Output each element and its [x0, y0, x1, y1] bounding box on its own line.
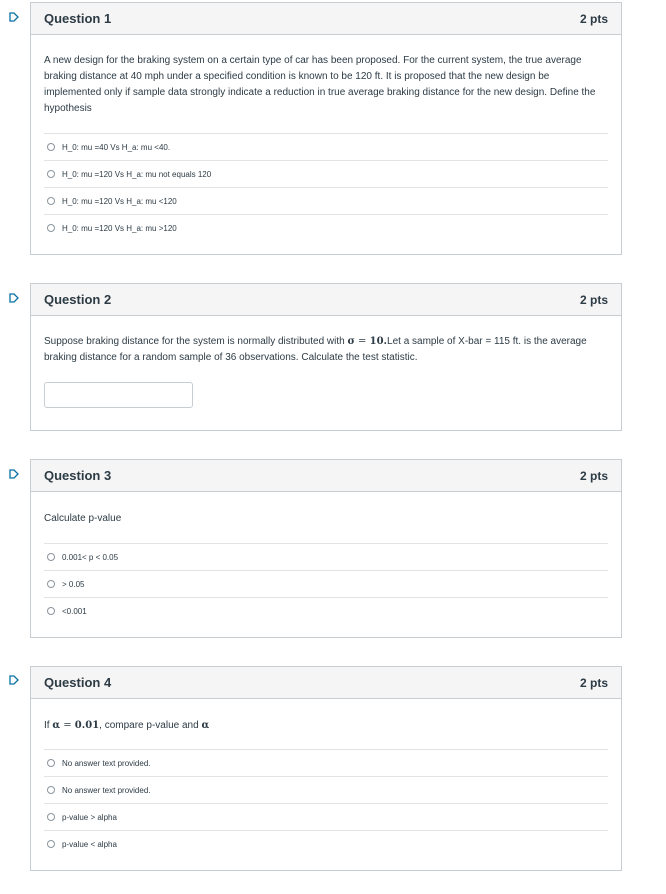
question-text — [44, 699, 608, 734]
question-header — [31, 284, 621, 316]
radio-button[interactable] — [47, 197, 55, 205]
alpha-symbol: α — [52, 720, 61, 731]
question-title: Question 3 — [44, 468, 112, 483]
answer-label: p-value > alpha — [62, 812, 117, 822]
answer-option[interactable] — [44, 187, 608, 214]
answer-option[interactable] — [44, 543, 608, 570]
question-header — [31, 460, 621, 492]
answer-label: H_0: mu =40 Vs H_a: mu <40. — [62, 142, 171, 152]
answer-list — [44, 133, 608, 241]
flag-question-icon[interactable] — [9, 293, 19, 303]
radio-button[interactable] — [47, 840, 55, 848]
answer-option[interactable] — [44, 803, 608, 830]
answer-label: 0.001< p < 0.05 — [62, 552, 119, 562]
answer-label: <0.001 — [62, 606, 87, 616]
answer-option[interactable] — [44, 776, 608, 803]
radio-button[interactable] — [47, 813, 55, 821]
alpha-value: 0.01 — [74, 720, 100, 731]
question-card — [30, 666, 622, 871]
question-points: 2 pts — [579, 675, 608, 690]
question-text-part: , compare p-value and — [99, 720, 202, 731]
question-header — [31, 3, 621, 35]
equals-sign: = — [354, 336, 370, 347]
answer-label: No answer text provided. — [62, 785, 151, 795]
answer-option[interactable] — [44, 830, 608, 857]
answer-list — [44, 749, 608, 857]
question-points: 2 pts — [579, 11, 608, 26]
question-card — [30, 283, 622, 431]
question-body — [31, 316, 621, 366]
radio-button[interactable] — [47, 170, 55, 178]
question-title: Question 1 — [44, 11, 112, 26]
answer-label: H_0: mu =120 Vs H_a: mu <120 — [62, 196, 177, 206]
answer-label: p-value < alpha — [62, 839, 117, 849]
question-title: Question 4 — [44, 675, 112, 690]
answer-label: H_0: mu =120 Vs H_a: mu not equals 120 — [62, 169, 212, 179]
answer-option[interactable] — [44, 749, 608, 776]
sigma-symbol: σ — [347, 336, 355, 347]
question-points: 2 pts — [579, 468, 608, 483]
sigma-value: 10. — [369, 336, 388, 347]
radio-button[interactable] — [47, 607, 55, 615]
question-body — [31, 35, 621, 233]
answer-input[interactable] — [44, 382, 193, 408]
question-text: Calculate p-value — [44, 513, 122, 524]
radio-button[interactable] — [47, 553, 55, 561]
radio-button[interactable] — [47, 224, 55, 232]
answer-option[interactable] — [44, 160, 608, 187]
equals-sign: = — [60, 720, 75, 731]
radio-button[interactable] — [47, 143, 55, 151]
question-title: Question 2 — [44, 292, 112, 307]
question-text-part: If — [44, 720, 53, 731]
question-body — [31, 492, 621, 616]
question-text-part: Suppose braking distance for the system is normally distributed with — [44, 336, 348, 347]
answer-option[interactable] — [44, 133, 608, 160]
question-text — [44, 316, 608, 366]
alpha-symbol: α — [201, 720, 210, 731]
question-text-part: Let a sample of X-bar = 115 ft. is the average braking distance for a random sample of 36 observations. Calculate the test statistic. — [44, 336, 587, 363]
flag-question-icon[interactable] — [9, 469, 19, 479]
answer-option[interactable] — [44, 214, 608, 241]
answer-label: > 0.05 — [62, 579, 85, 589]
question-points: 2 pts — [579, 292, 608, 307]
answer-option[interactable] — [44, 597, 608, 624]
question-header — [31, 667, 621, 699]
radio-button[interactable] — [47, 786, 55, 794]
question-card — [30, 2, 622, 255]
question-body — [31, 699, 621, 849]
flag-question-icon[interactable] — [9, 675, 19, 685]
answer-label: No answer text provided. — [62, 758, 151, 768]
radio-button[interactable] — [47, 580, 55, 588]
answer-label: H_0: mu =120 Vs H_a: mu >120 — [62, 223, 177, 233]
flag-question-icon[interactable] — [9, 12, 19, 22]
question-text: A new design for the braking system on a certain type of car has been proposed. For the current system, the true average braking distance at 40 mph under a specified condition is known to be 120 ft. It is proposed that the new design be implemented only if sample data strongly indicate a reduction in true average braking distance for the new design. Define the hypothesis — [44, 55, 596, 114]
radio-button[interactable] — [47, 759, 55, 767]
answer-list — [44, 543, 608, 624]
question-card — [30, 459, 622, 638]
answer-option[interactable] — [44, 570, 608, 597]
